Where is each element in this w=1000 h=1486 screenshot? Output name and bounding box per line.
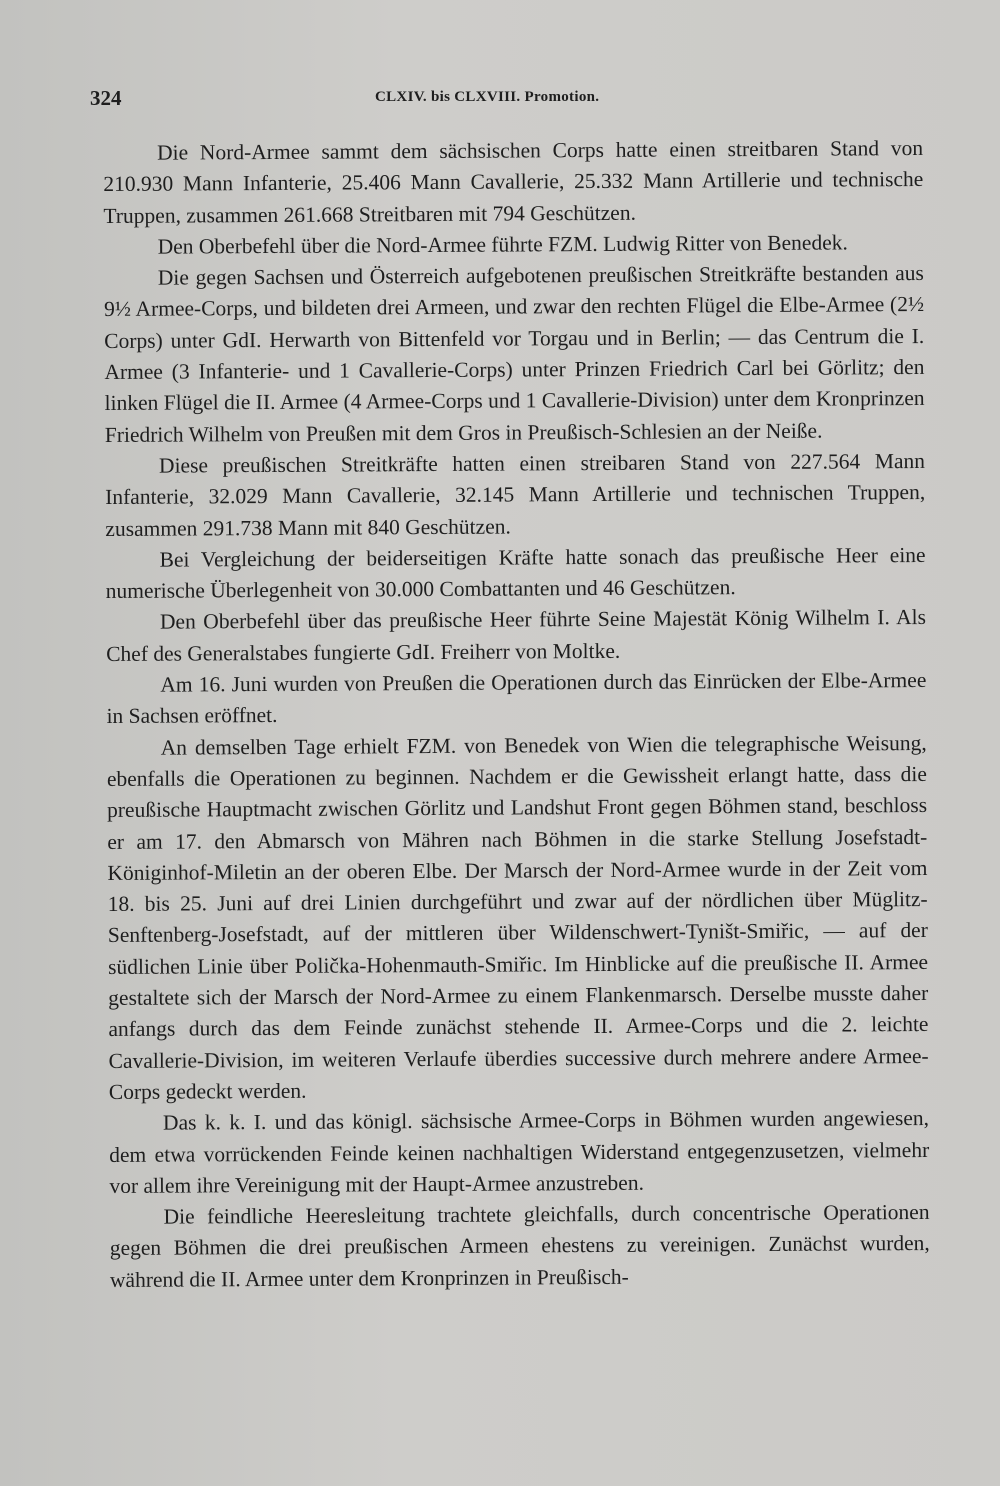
paragraph: Die gegen Sachsen und Österreich aufgebotenen preußischen Streitkräfte bestanden aus 9½ Armee-Corps, und bildeten drei Armeen, und zwar den rechten Flügel die Elbe-Armee (2½ Corps) unter GdI. Herwarth von Bittenfeld vor Torgau und in Berlin; — das Centrum die I. Armee (3 Infanterie- und 1 Cavallerie-Corps) unter Prinzen Friedrich Carl bei Görlitz; den linken Flügel die II. Armee (4 Armee-Corps und 1 Cavallerie-Division) unter dem Kronprinzen Friedrich Wilhelm von Preußen mit dem Gros in Preußisch-Schlesien an der Neiße. xyxy=(103,261,925,447)
paragraph: Die feindliche Heeresleitung trachtete gleichfalls, durch concentrische Operationen gegen Böhmen die drei preußischen Armeen ehestens zu vereinigen. Zunächst wurden, während die II. Armee unter dem Kronprinzen in Preußisch- xyxy=(109,1200,930,1292)
paragraph: Bei Vergleichung der beiderseitigen Kräfte hatte sonach das preußische Heer eine numerische Überlegenheit von 30.000 Combattanten und 46 Geschützen. xyxy=(105,542,926,604)
paragraph: Den Oberbefehl über das preußische Heer führte Seine Majestät König Wilhelm I. Als Chef des Generalstabes fungierte GdI. Freiherr von Moltke. xyxy=(106,605,927,666)
paragraph: Am 16. Juni wurden von Preußen die Operationen durch das Einrücken der Elbe-Armee in Sachsen eröffnet. xyxy=(106,668,927,729)
paragraph: Den Oberbefehl über die Nord-Armee führte FZM. Ludwig Ritter von Benedek. xyxy=(157,230,848,259)
running-title: CLXIV. bis CLXVIII. Promotion. xyxy=(375,89,600,105)
paragraph: Die Nord-Armee sammt dem sächsischen Corps hatte einen streitbaren Stand von 210.930 Mann Infanterie, 25.406 Mann Cavallerie, 25.332 Mann Artillerie und technische Truppen, zusammen 261.668 Streitbaren mit 794 Geschützen. xyxy=(103,135,924,228)
page-number: 324 xyxy=(90,86,122,110)
body-text xyxy=(103,133,930,1296)
paragraph: An demselben Tage erhielt FZM. von Benedek von Wien die telegraphische Weisung, ebenfalls die Operationen zu beginnen. Nachdem er die Gewissheit erlangt hatte, dass die preußische Hauptmacht zwischen Görlitz und Landshut Front gegen Böhmen stand, beschloss er am 17. den Abmarsch von Mähren nach Böhmen in die starke Stellung Josefstadt-Königinhof-Miletin an der oberen Elbe. Der Marsch der Nord-Armee wurde in der Zeit vom 18. bis 25. Juni auf drei Linien durchgeführt und zwar auf der nördlichen über Müglitz-Senftenberg-Josefstadt, auf der mittleren über Wildenschwert-Tyništ-Smiřic, — auf der südlichen Linie über Polička-Hohenmauth-Smiřic. Im Hinblicke auf die preußische II. Armee gestaltete sich der Marsch der Nord-Armee zu einem Flankenmarsch. Derselbe musste daher anfangs durch das dem Feinde zunächst stehende II. Armee-Corps und die 2. leichte Cavallerie-Division, im weiteren Verlaufe überdies successive durch mehrere andere Armee-Corps gedeckt werden. xyxy=(106,730,929,1104)
page-header xyxy=(90,86,930,116)
paragraph: Diese preußischen Streitkräfte hatten einen streibaren Stand von 227.564 Mann Infanterie, 32.029 Mann Cavallerie, 32.145 Mann Artillerie und technischen Truppen, zusammen 291.738 Mann mit 840 Geschützen. xyxy=(105,448,926,541)
paragraph: Das k. k. I. und das königl. sächsische Armee-Corps in Böhmen wurden angewiesen, dem etwa vorrückenden Feinde keinen nachhaltigen Widerstand entgegenzusetzen, vielmehr vor allem ihre Vereinigung mit der Haupt-Armee anzustreben. xyxy=(109,1106,930,1198)
